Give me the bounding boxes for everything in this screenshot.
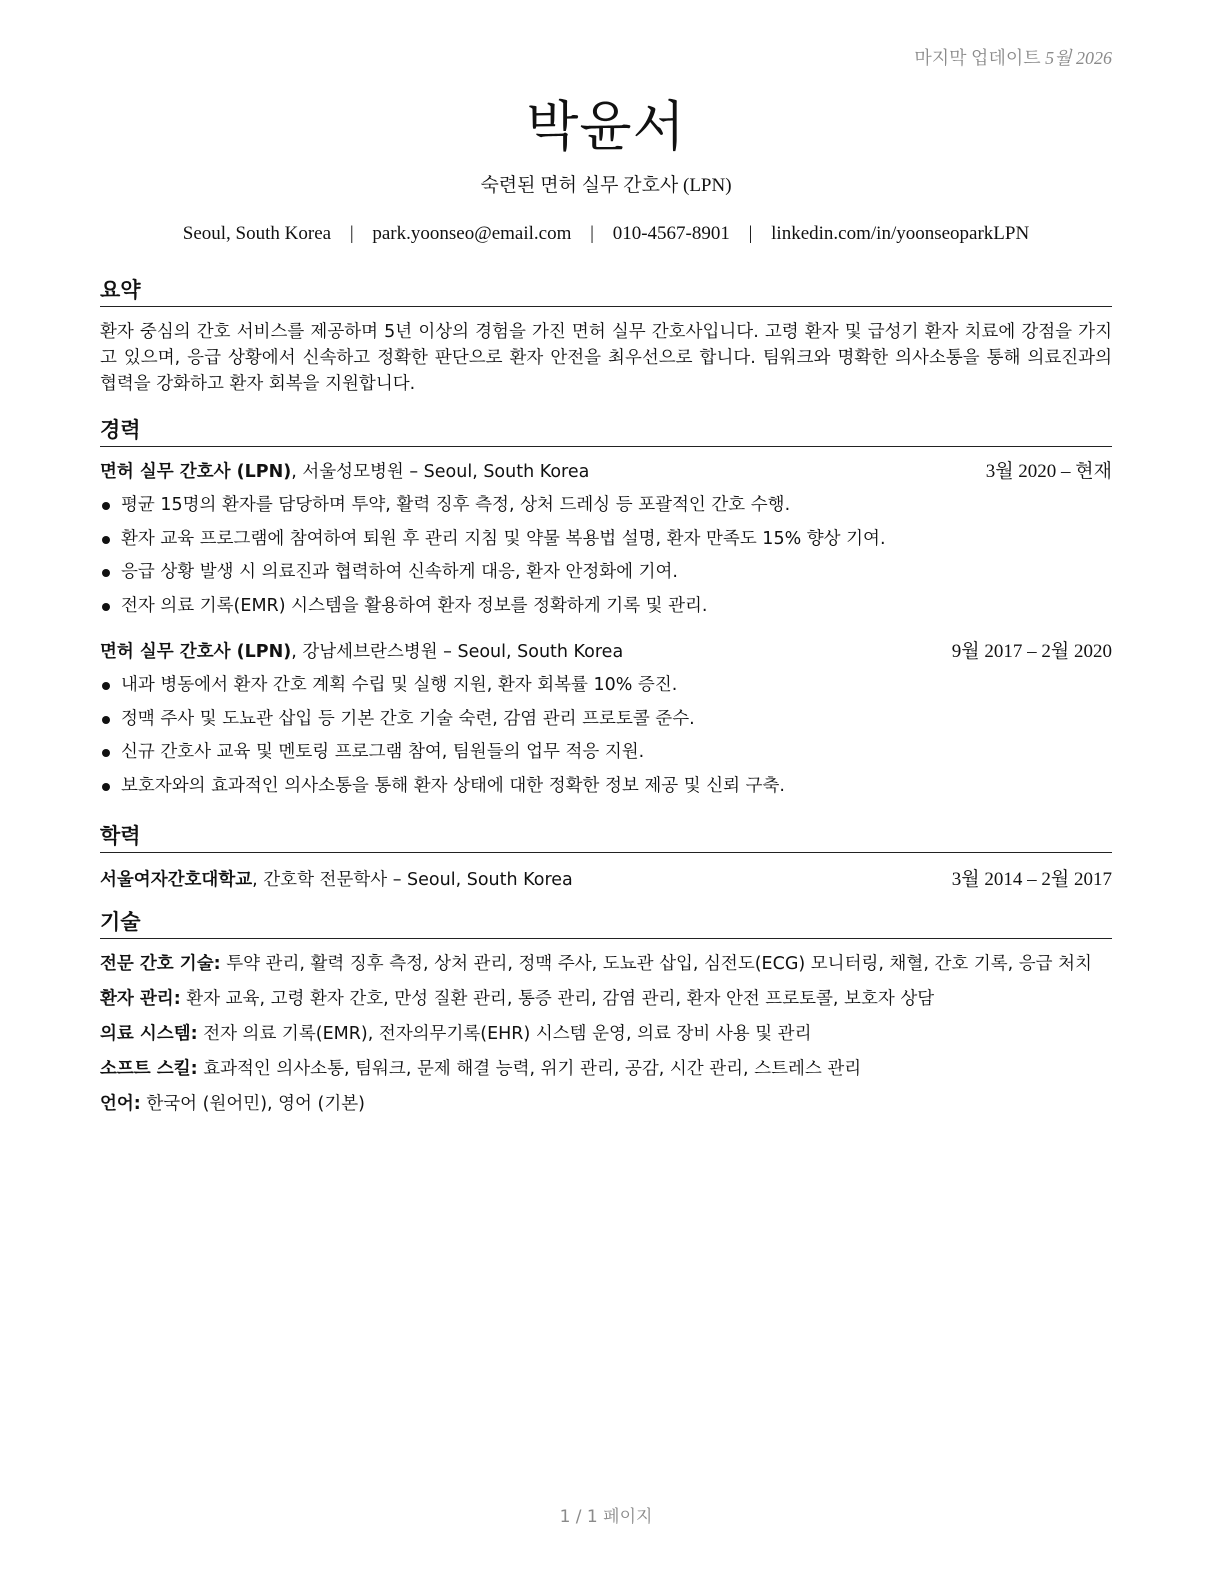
contact-email[interactable]: park.yoonseo@email.com [372, 223, 572, 244]
skill-text: 전자 의료 기록(EMR), 전자의무기록(EHR) 시스템 운영, 의료 장비 사용 및 관리 [197, 1024, 812, 1044]
education-entry [100, 867, 1112, 893]
section-title-experience: 경력 [100, 414, 1112, 447]
updated-label: 마지막 업데이트 [914, 48, 1041, 68]
job-bullets [100, 489, 1112, 623]
skill-item [100, 951, 1112, 977]
section-title-education: 학력 [100, 820, 1112, 853]
skill-item [100, 1021, 1112, 1047]
job-org: , 서울성모병원 – Seoul, South Korea [291, 462, 590, 482]
bullet-item: 내과 병동에서 환자 간호 계획 수립 및 실행 지원, 환자 회복률 10% 증진. [100, 669, 1112, 703]
contact-location: Seoul, South Korea [182, 223, 332, 244]
summary-text: 환자 중심의 간호 서비스를 제공하며 5년 이상의 경험을 가진 면허 실무 간호사입니다. 고령 환자 및 급성기 환자 치료에 강점을 가지고 있으며, 응급 상황에서 신속하고 정확한 판단으로 환자 안전을 최우선으로 합니다. 팀워크와 명확한 의사소통을 통해 의료진과의 협력을 강화하고 환자 회복을 지원합니다. [100, 322, 1112, 394]
page-number: 1 / 1 페이지 [559, 1507, 653, 1527]
job-dates: 3월 2020 – 현재 [985, 461, 1112, 482]
bullet-item: 보호자와의 효과적인 의사소통을 통해 환자 상태에 대한 정확한 정보 제공 및 신뢰 구축. [100, 770, 1112, 804]
skill-item [100, 986, 1112, 1012]
updated-date: 5월 2026 [1045, 48, 1112, 68]
job-org: , 강남세브란스병원 – Seoul, South Korea [291, 642, 624, 662]
job-entry [100, 459, 1112, 623]
school-name: 서울여자간호대학교 [100, 870, 253, 890]
bullet-item: 환자 교육 프로그램에 참여하여 퇴원 후 관리 지침 및 약물 복용법 설명, 환자 만족도 15% 향상 기여. [100, 523, 1112, 557]
contact-line [100, 223, 1112, 245]
education-section [100, 820, 1112, 893]
contact-linkedin[interactable]: linkedin.com/in/yoonseoparkLPN [771, 223, 1030, 244]
bullet-item: 전자 의료 기록(EMR) 시스템을 활용하여 환자 정보를 정확하게 기록 및 관리. [100, 590, 1112, 624]
skill-item [100, 1091, 1112, 1117]
bullet-item: 응급 상황 발생 시 의료진과 협력하여 신속하게 대응, 환자 안정화에 기여. [100, 556, 1112, 590]
skill-label: 의료 시스템: [100, 1024, 198, 1044]
job-role: 면허 실무 간호사 (LPN) [100, 642, 292, 662]
skill-label: 언어: [100, 1094, 141, 1114]
contact-phone: 010-4567-8901 [612, 223, 730, 244]
job-header [100, 639, 1112, 665]
contact-separator: | [590, 223, 594, 244]
job-entry [100, 639, 1112, 803]
bullet-item: 평균 15명의 환자를 담당하며 투약, 활력 징후 측정, 상처 드레싱 등 포괄적인 간호 수행. [100, 489, 1112, 523]
bullet-item: 신규 간호사 교육 및 멘토링 프로그램 참여, 팀원들의 업무 적응 지원. [100, 736, 1112, 770]
section-title-summary: 요약 [100, 274, 1112, 307]
skill-text: 투약 관리, 활력 징후 측정, 상처 관리, 정맥 주사, 도뇨관 삽입, 심전도(ECG) 모니터링, 채혈, 간호 기록, 응급 처치 [220, 954, 1092, 974]
candidate-title: 숙련된 면허 실무 간호사 (LPN) [480, 175, 732, 196]
skill-text: 한국어 (원어민), 영어 (기본) [140, 1094, 365, 1114]
contact-separator: | [748, 223, 753, 244]
last-updated [914, 44, 1112, 70]
skills-section [100, 906, 1112, 1126]
job-dates: 9월 2017 – 2월 2020 [951, 641, 1112, 662]
contact-separator: | [349, 223, 354, 244]
job-role: 면허 실무 간호사 (LPN) [100, 462, 292, 482]
bullet-item: 정맥 주사 및 도뇨관 삽입 등 기본 간호 기술 숙련, 감염 관리 프로토콜 준수. [100, 703, 1112, 737]
skills-list [100, 951, 1112, 1117]
candidate-name: 박윤서 [526, 95, 686, 158]
skill-item [100, 1056, 1112, 1082]
experience-section [100, 414, 1112, 803]
education-dates: 3월 2014 – 2월 2017 [951, 869, 1112, 890]
skill-text: 환자 교육, 고령 환자 간호, 만성 질환 관리, 통증 관리, 감염 관리, 환자 안전 프로토콜, 보호자 상담 [180, 989, 935, 1009]
skill-label: 환자 관리: [100, 989, 181, 1009]
job-header [100, 459, 1112, 485]
resume-page [100, 0, 1112, 1584]
degree-detail: , 간호학 전문학사 – Seoul, South Korea [252, 870, 573, 890]
job-bullets [100, 669, 1112, 803]
skill-label: 소프트 스킬: [100, 1059, 198, 1079]
skill-label: 전문 간호 기술: [100, 954, 221, 974]
section-title-skills: 기술 [100, 906, 1112, 939]
skill-text: 효과적인 의사소통, 팀워크, 문제 해결 능력, 위기 관리, 공감, 시간 관리, 스트레스 관리 [197, 1059, 862, 1079]
summary-section [100, 274, 1112, 397]
